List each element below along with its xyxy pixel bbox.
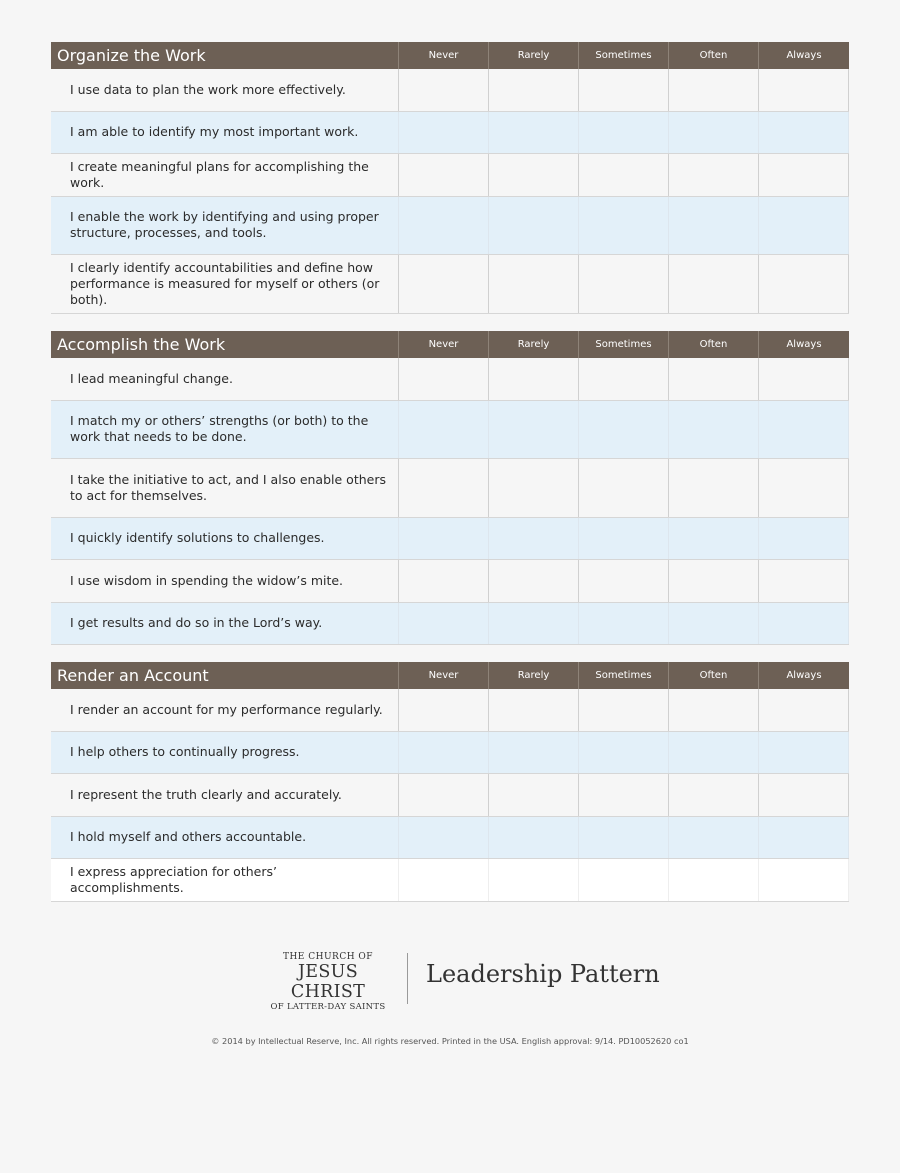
column-header-never: Never <box>399 331 489 358</box>
rating-cell-never[interactable] <box>399 603 489 645</box>
rating-cell-sometimes[interactable] <box>579 358 669 400</box>
table-row <box>51 560 849 603</box>
logo-line-2: JESUS CHRIST <box>290 962 366 1002</box>
rating-cell-rarely[interactable] <box>489 69 579 111</box>
rating-cell-rarely[interactable] <box>489 817 579 859</box>
column-header-sometimes: Sometimes <box>579 42 669 69</box>
rating-cell-often[interactable] <box>669 197 759 255</box>
rating-cell-never[interactable] <box>399 518 489 560</box>
rating-cell-sometimes[interactable] <box>579 401 669 459</box>
statement-text: I create meaningful plans for accomplishing the work. <box>51 154 399 196</box>
rating-cell-often[interactable] <box>669 112 759 154</box>
section-header <box>51 662 849 689</box>
statement-text: I quickly identify solutions to challenges. <box>51 518 399 560</box>
column-header-often: Often <box>669 331 759 358</box>
rating-cell-often[interactable] <box>669 154 759 196</box>
rating-cell-sometimes[interactable] <box>579 859 669 901</box>
column-header-sometimes: Sometimes <box>579 662 669 689</box>
rating-cell-rarely[interactable] <box>489 358 579 400</box>
rating-cell-often[interactable] <box>669 689 759 731</box>
rating-cell-always[interactable] <box>759 358 849 400</box>
rating-cell-often[interactable] <box>669 560 759 602</box>
rating-cell-sometimes[interactable] <box>579 817 669 859</box>
statement-text: I hold myself and others accountable. <box>51 817 399 859</box>
table-row <box>51 358 849 401</box>
table-row <box>51 689 849 732</box>
table-row <box>51 859 849 902</box>
rating-cell-often[interactable] <box>669 401 759 459</box>
rating-cell-often[interactable] <box>669 732 759 774</box>
column-header-often: Often <box>669 42 759 69</box>
logo-line-1: THE CHURCH OF <box>282 952 374 962</box>
church-logo <box>258 952 398 1012</box>
section-header <box>51 331 849 358</box>
rating-cell-rarely[interactable] <box>489 560 579 602</box>
section-organize-the-work <box>51 42 849 314</box>
table-row <box>51 459 849 518</box>
rating-cell-sometimes[interactable] <box>579 689 669 731</box>
table-row <box>51 774 849 817</box>
rating-cell-rarely[interactable] <box>489 255 579 313</box>
statement-text: I enable the work by identifying and using proper structure, processes, and tools. <box>51 197 399 255</box>
rating-cell-rarely[interactable] <box>489 603 579 645</box>
rating-cell-sometimes[interactable] <box>579 603 669 645</box>
rating-cell-sometimes[interactable] <box>579 112 669 154</box>
table-row <box>51 518 849 561</box>
table-row <box>51 603 849 646</box>
rating-cell-often[interactable] <box>669 859 759 901</box>
rating-cell-rarely[interactable] <box>489 859 579 901</box>
statement-text: I help others to continually progress. <box>51 732 399 774</box>
rating-cell-never[interactable] <box>399 859 489 901</box>
rating-cell-often[interactable] <box>669 255 759 313</box>
statement-text: I match my or others’ strengths (or both) to the work that needs to be done. <box>51 401 399 459</box>
rating-cell-never[interactable] <box>399 154 489 196</box>
rating-cell-always[interactable] <box>759 560 849 602</box>
rating-cell-always[interactable] <box>759 774 849 816</box>
column-header-always: Always <box>786 670 822 681</box>
table-row <box>51 69 849 112</box>
rating-cell-rarely[interactable] <box>489 197 579 255</box>
column-header-never: Never <box>399 662 489 689</box>
table-row <box>51 732 849 775</box>
table-row <box>51 197 849 256</box>
rating-cell-never[interactable] <box>399 255 489 313</box>
rating-cell-sometimes[interactable] <box>579 154 669 196</box>
column-header-always: Always <box>786 339 822 350</box>
statement-text: I lead meaningful change. <box>51 358 399 400</box>
column-header-always: Always <box>786 50 822 61</box>
statement-text: I represent the truth clearly and accurately. <box>51 774 399 816</box>
rating-cell-rarely[interactable] <box>489 518 579 560</box>
rating-cell-never[interactable] <box>399 459 489 517</box>
rating-cell-never[interactable] <box>399 774 489 816</box>
table-row <box>51 401 849 460</box>
rating-cell-rarely[interactable] <box>489 459 579 517</box>
column-header-sometimes: Sometimes <box>579 331 669 358</box>
rating-cell-never[interactable] <box>399 817 489 859</box>
section-title: Render an Account <box>51 662 399 689</box>
rating-cell-always[interactable] <box>759 255 849 313</box>
statement-text: I use data to plan the work more effectively. <box>51 69 399 111</box>
rating-cell-often[interactable] <box>669 358 759 400</box>
footer-divider <box>407 953 408 1004</box>
statement-text: I clearly identify accountabilities and define how performance is measured for myself or others (or both). <box>51 255 399 313</box>
section-title: Accomplish the Work <box>51 331 399 358</box>
rating-cell-often[interactable] <box>669 603 759 645</box>
statement-text: I take the initiative to act, and I also enable others to act for themselves. <box>51 459 399 517</box>
statement-text: I express appreciation for others’ accomplishments. <box>51 859 399 901</box>
section-header <box>51 42 849 69</box>
rating-cell-always[interactable] <box>759 603 849 645</box>
rating-cell-rarely[interactable] <box>489 689 579 731</box>
rating-cell-rarely[interactable] <box>489 112 579 154</box>
rating-cell-always[interactable] <box>759 689 849 731</box>
rating-cell-sometimes[interactable] <box>579 459 669 517</box>
column-header-rarely: Rarely <box>489 42 579 69</box>
rating-cell-always[interactable] <box>759 401 849 459</box>
rating-cell-never[interactable] <box>399 732 489 774</box>
rating-cell-always[interactable] <box>759 459 849 517</box>
rating-cell-sometimes[interactable] <box>579 197 669 255</box>
rating-cell-sometimes[interactable] <box>579 69 669 111</box>
rating-cell-always[interactable] <box>759 197 849 255</box>
rating-cell-always[interactable] <box>759 69 849 111</box>
section-accomplish-the-work <box>51 331 849 645</box>
copyright-notice: © 2014 by Intellectual Reserve, Inc. All rights reserved. Printed in the USA. English approval: 9/14. PD10052620 co1 <box>211 1036 689 1046</box>
column-header-rarely: Rarely <box>489 662 579 689</box>
rating-cell-never[interactable] <box>399 197 489 255</box>
rating-cell-rarely[interactable] <box>489 732 579 774</box>
rating-cell-rarely[interactable] <box>489 774 579 816</box>
column-header-often: Often <box>669 662 759 689</box>
rating-cell-rarely[interactable] <box>489 154 579 196</box>
rating-cell-often[interactable] <box>669 69 759 111</box>
rating-cell-always[interactable] <box>759 817 849 859</box>
rating-cell-never[interactable] <box>399 358 489 400</box>
rating-cell-sometimes[interactable] <box>579 732 669 774</box>
rating-cell-rarely[interactable] <box>489 401 579 459</box>
table-row <box>51 255 849 314</box>
rating-cell-never[interactable] <box>399 689 489 731</box>
rating-cell-sometimes[interactable] <box>579 560 669 602</box>
rating-cell-sometimes[interactable] <box>579 255 669 313</box>
column-header-rarely: Rarely <box>489 331 579 358</box>
rating-cell-sometimes[interactable] <box>579 774 669 816</box>
rating-cell-often[interactable] <box>669 817 759 859</box>
rating-cell-always[interactable] <box>759 154 849 196</box>
column-header-never: Never <box>399 42 489 69</box>
statement-text: I get results and do so in the Lord’s way. <box>51 603 399 645</box>
rating-cell-always[interactable] <box>759 859 849 901</box>
statement-text: I render an account for my performance regularly. <box>51 689 399 731</box>
rating-cell-never[interactable] <box>399 560 489 602</box>
statement-text: I am able to identify my most important work. <box>51 112 399 154</box>
logo-line-3: OF LATTER-DAY SAINTS <box>270 1002 386 1012</box>
statement-text: I use wisdom in spending the widow’s mite. <box>51 560 399 602</box>
table-row <box>51 817 849 860</box>
rating-cell-never[interactable] <box>399 401 489 459</box>
document-title: Leadership Pattern <box>426 960 660 988</box>
rating-cell-always[interactable] <box>759 732 849 774</box>
rating-cell-often[interactable] <box>669 518 759 560</box>
table-row <box>51 154 849 197</box>
rating-cell-always[interactable] <box>759 112 849 154</box>
rating-cell-never[interactable] <box>399 69 489 111</box>
rating-cell-always[interactable] <box>759 518 849 560</box>
section-title: Organize the Work <box>51 42 399 69</box>
section-render-an-account <box>51 662 849 902</box>
rating-cell-never[interactable] <box>399 112 489 154</box>
rating-cell-often[interactable] <box>669 459 759 517</box>
table-row <box>51 112 849 155</box>
rating-cell-sometimes[interactable] <box>579 518 669 560</box>
rating-cell-often[interactable] <box>669 774 759 816</box>
